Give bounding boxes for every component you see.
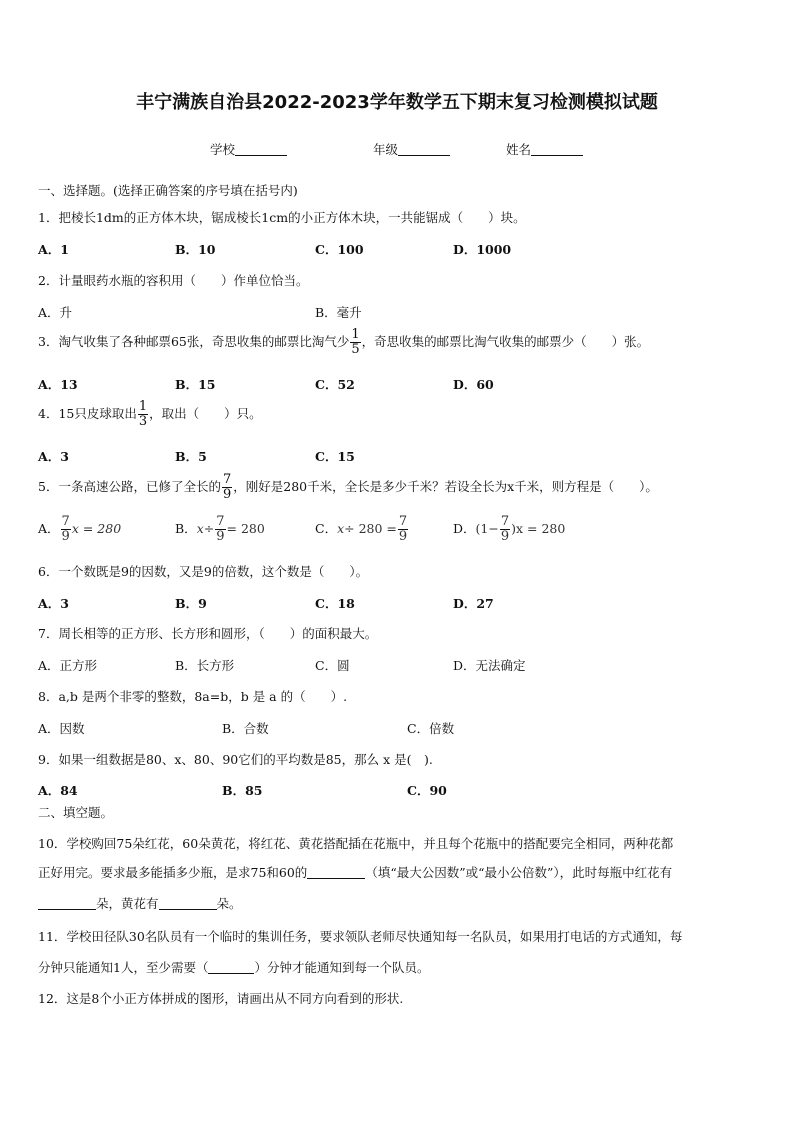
q5-c-mid: ÷ 280 = (344, 521, 397, 536)
q5-c-den: 9 (398, 529, 408, 544)
page-title: 丰宁满族自治县2022-2023学年数学五下期末复习检测模拟试题 (136, 92, 658, 113)
q3-option-b[interactable]: B．15 (175, 377, 216, 392)
question-8: 8．a,b 是两个非零的整数，8a=b，b 是 a 的（ ）. (38, 689, 348, 704)
q5-d-pre: (1− (475, 521, 499, 536)
grade-label: 年级 (373, 142, 399, 157)
q3-option-a[interactable]: A．13 (38, 377, 78, 392)
q10-text-a: 正好用完。要求最多能插多少瓶，是求75和60的 (38, 865, 308, 880)
q2-option-a[interactable]: A．升 (38, 305, 73, 320)
q5-a-equation: x = 280 (71, 521, 122, 536)
q7-option-d[interactable]: D．无法确定 (453, 658, 526, 673)
question-2: 2．计量眼药水瓶的容积用（ ）作单位恰当。 (38, 273, 309, 288)
q5-a-fraction (61, 515, 71, 544)
q5-b-fraction (215, 515, 225, 544)
question-12: 12．这是8个小正方体拼成的图形，请画出从不同方向看到的形状. (38, 991, 404, 1006)
q4-option-c[interactable]: C．15 (315, 449, 355, 464)
q6-option-a[interactable]: A．3 (38, 596, 69, 611)
q5-b-divide: ÷ (203, 521, 215, 536)
q6-option-d[interactable]: D．27 (453, 596, 494, 611)
q8-option-b[interactable]: B．合数 (222, 721, 269, 736)
q5-option-a[interactable] (38, 515, 121, 544)
q4-fraction (138, 400, 148, 429)
q7-option-a[interactable]: A．正方形 (38, 658, 98, 673)
school-label: 学校 (210, 142, 236, 157)
q4-denominator: 3 (138, 414, 148, 429)
q3-fraction (350, 328, 360, 357)
q3-option-d[interactable]: D．60 (453, 377, 494, 392)
q5-option-c[interactable] (315, 515, 409, 544)
q1-option-b[interactable]: B．10 (175, 242, 216, 257)
school-field (210, 140, 287, 158)
q5-c-label: C． (315, 521, 338, 536)
q3-denominator: 5 (351, 342, 360, 357)
q5-d-label: D． (453, 521, 476, 536)
q2-option-b[interactable]: B．毫升 (315, 305, 362, 320)
q5-c-fraction (398, 515, 408, 544)
q10-blank-1[interactable] (307, 864, 365, 879)
q10-blank-2[interactable] (38, 895, 96, 910)
q4-text-pre: 4．15只皮球取出 (38, 406, 137, 421)
q8-option-c[interactable]: C．倍数 (407, 721, 455, 736)
q5-d-post: )x = 280 (511, 521, 566, 536)
question-11-line-1: 11．学校田径队30名队员有一个临时的集训任务，要求领队老师尽快通知每一名队员，如果用打电话的方式通知，每 (38, 929, 683, 944)
q7-option-b[interactable]: B．长方形 (175, 658, 235, 673)
grade-blank[interactable] (398, 141, 450, 156)
q5-d-num: 7 (500, 514, 510, 529)
question-10-line-3 (38, 894, 242, 912)
q5-option-b[interactable] (175, 515, 265, 544)
name-field (506, 140, 583, 158)
name-label: 姓名 (506, 142, 532, 157)
question-5 (38, 473, 658, 502)
q7-option-c[interactable]: C．圆 (315, 658, 350, 673)
q9-option-b[interactable]: B．85 (222, 783, 263, 798)
q5-b-label: B． (175, 521, 197, 536)
q10-text-b: （填“最大公因数”或“最小公倍数”），此时每瓶中红花有 (365, 865, 673, 880)
q11-text-a: 分钟只能通知1人，至少需要（ (38, 960, 209, 975)
q5-a-label: A． (38, 521, 60, 536)
q10-text-c: 朵，黄花有 (96, 896, 159, 911)
q5-d-den: 9 (500, 529, 510, 544)
q5-option-d[interactable] (453, 515, 565, 544)
q5-c-num: 7 (398, 514, 408, 529)
q5-a-den: 9 (61, 529, 70, 544)
question-1: 1．把棱长1dm的正方体木块，锯成棱长1cm的小正方体木块，一共能锯成（ ）块。 (38, 210, 526, 225)
q11-text-b: ）分钟才能通知到每一个队员。 (254, 960, 430, 975)
question-6: 6．一个数既是9的因数，又是9的倍数，这个数是（ ）。 (38, 564, 369, 579)
question-10-line-2 (38, 863, 672, 881)
q9-option-c[interactable]: C．90 (407, 783, 447, 798)
q6-option-c[interactable]: C．18 (315, 596, 355, 611)
q1-option-d[interactable]: D．1000 (453, 242, 512, 257)
q5-d-fraction (500, 515, 510, 544)
q5-b-num: 7 (216, 514, 225, 529)
school-blank[interactable] (235, 141, 287, 156)
question-7: 7．周长相等的正方形、长方形和圆形，（ ）的面积最大。 (38, 626, 378, 641)
q8-option-a[interactable]: A．因数 (38, 721, 85, 736)
question-4 (38, 400, 262, 429)
q3-numerator: 1 (351, 327, 360, 342)
section-choice-heading: 一、选择题。(选择正确答案的序号填在括号内) (38, 183, 298, 198)
q1-option-a[interactable]: A．1 (38, 242, 69, 257)
question-11-line-2 (38, 958, 429, 976)
q3-option-c[interactable]: C．52 (315, 377, 355, 392)
grade-field (373, 140, 450, 158)
q10-text-d: 朵。 (216, 896, 242, 911)
q5-text-post: ，刚好是280千米，全长是多少千米？若设全长为x千米，则方程是（ ）。 (233, 479, 658, 494)
q5-text-pre: 5．一条高速公路，已修了全长的 (38, 479, 221, 494)
q10-blank-3[interactable] (159, 895, 217, 910)
q5-c-x: x (337, 521, 345, 536)
q5-b-equals: = 280 (226, 521, 265, 536)
q5-denominator: 9 (222, 487, 232, 502)
question-3 (38, 328, 649, 357)
q11-blank[interactable] (208, 959, 254, 974)
section-fill-heading: 二、填空题。 (38, 805, 114, 820)
q4-option-a[interactable]: A．3 (38, 449, 69, 464)
q1-option-c[interactable]: C．100 (315, 242, 364, 257)
q4-numerator: 1 (138, 399, 148, 414)
q5-b-den: 9 (216, 529, 225, 544)
q5-b-x: x (196, 521, 204, 536)
q4-option-b[interactable]: B．5 (175, 449, 207, 464)
q4-text-post: ，取出（ ）只。 (149, 406, 262, 421)
q9-option-a[interactable]: A．84 (38, 783, 78, 798)
question-10-line-1: 10．学校购回75朵红花，60朵黄花，将红花、黄花搭配插在花瓶中，并且每个花瓶中的搭配要完全相同，两种花都 (38, 836, 674, 851)
q3-text-post: ，奇思收集的邮票比淘气收集的邮票少（ ）张。 (361, 334, 650, 349)
q3-text-pre: 3．淘气收集了各种邮票65张，奇思收集的邮票比淘气少 (38, 334, 350, 349)
name-blank[interactable] (531, 141, 583, 156)
q5-numerator: 7 (222, 472, 232, 487)
q5-a-num: 7 (61, 514, 70, 529)
q5-fraction (222, 473, 232, 502)
question-9: 9．如果一组数据是80、x、80、90它们的平均数是85，那么 x 是( ). (38, 752, 433, 767)
q6-option-b[interactable]: B．9 (175, 596, 207, 611)
